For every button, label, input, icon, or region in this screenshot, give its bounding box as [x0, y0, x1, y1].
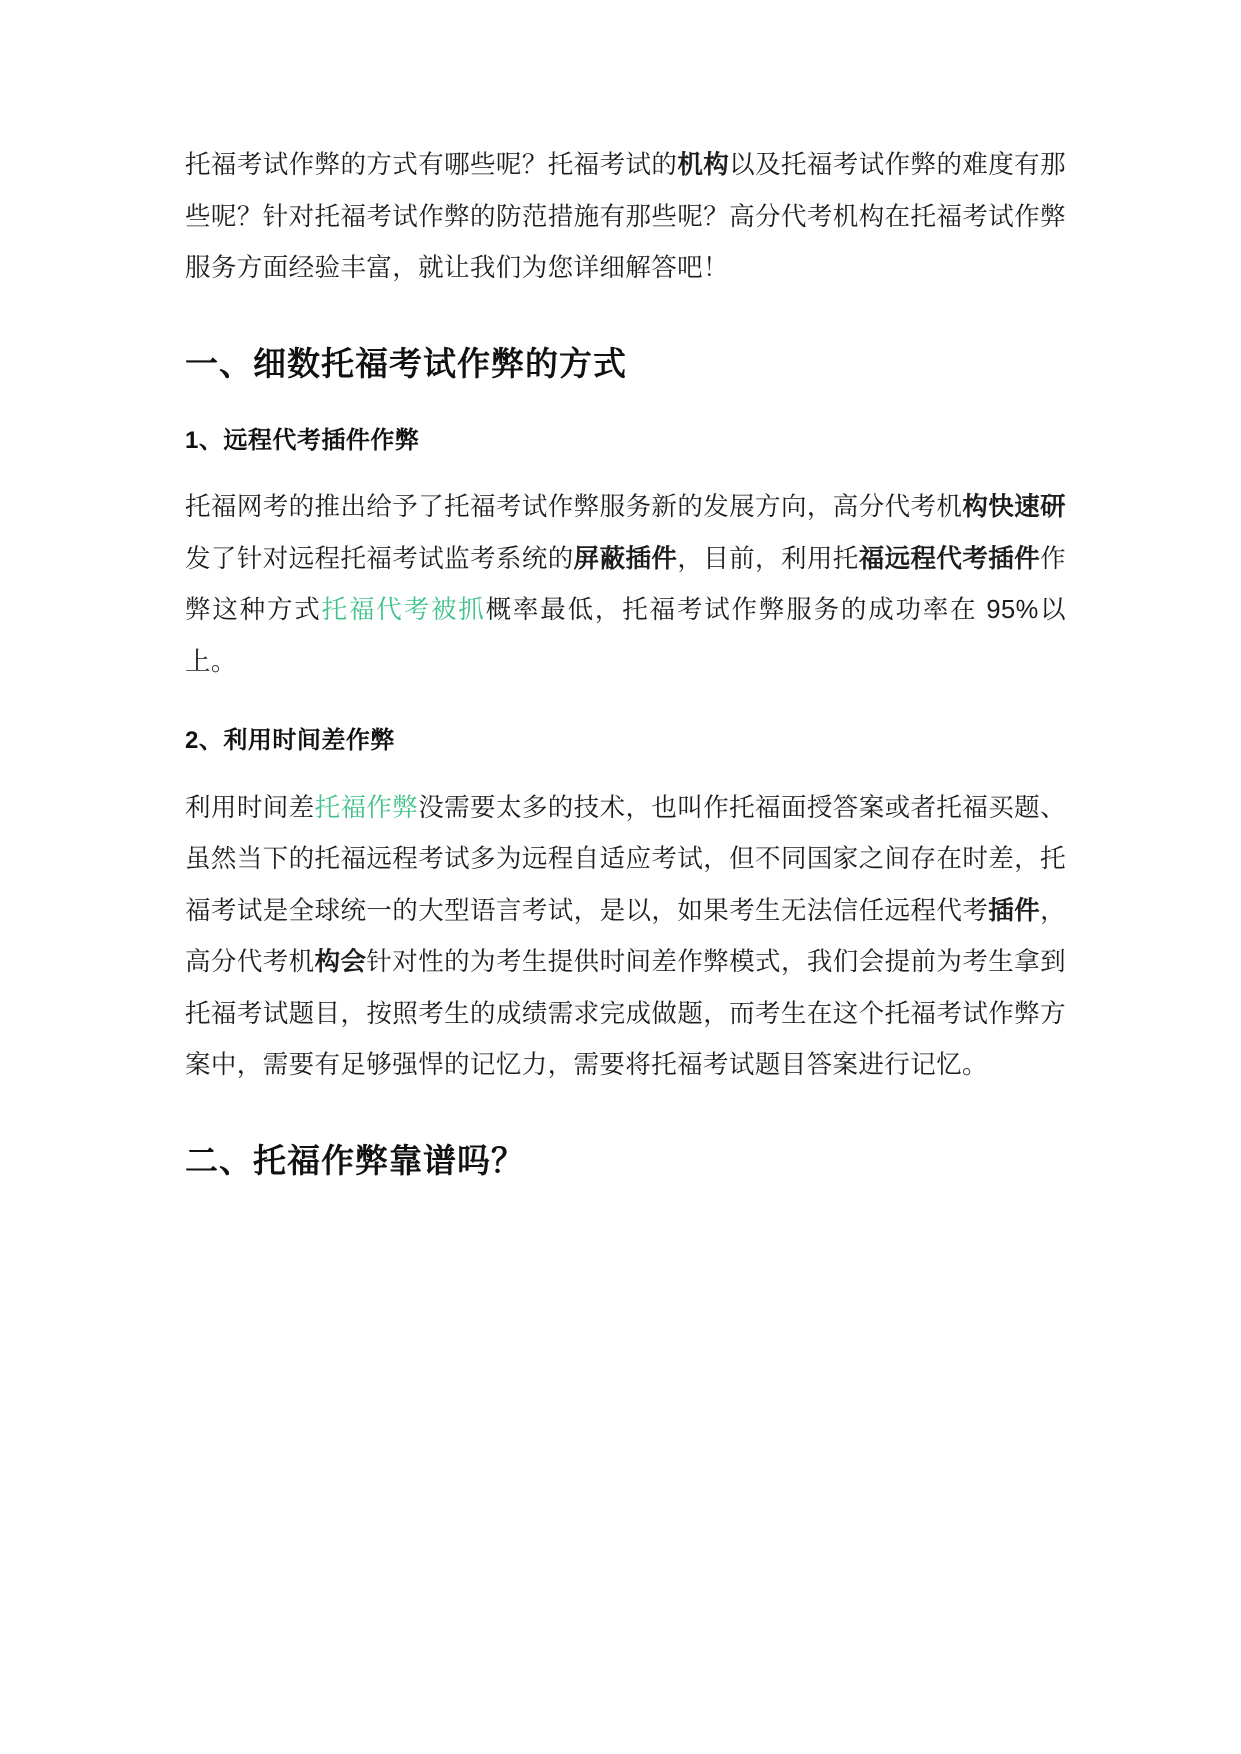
intro-segment-3: 以及托福考试作弊的难度有那些呢？针对托福考试作弊的防范措施有那些呢？高分代考机构在托福考试作弊服务方面经验丰富，就让我们为您详细解答吧！: [185, 151, 1066, 282]
p1-segment-6: 福远程代考插件: [858, 544, 1041, 573]
subsection-heading-1: 1、远程代考插件作弊: [185, 427, 420, 454]
p2-segment-7: 针对性的为考生提供时间差作弊模式，我们会提前为考生拿到托福考试题目，按照考生的成绩需求完成做题，而考生在这个托福考试作弊方案中，需要有足够强悍的记忆力，需要将托福考试题目答案进行记忆。: [185, 948, 1066, 1080]
p2-segment-3: 没需要太多的技术，也叫作托福面授答案或者托福买题、虽然当下的托福远程考试多为远程自适应考试，但不同国家之间存在时差，托福考试是全球统一的大型语言考试，是以，如果考生无法信任远程代考: [185, 793, 1066, 925]
intro-segment-1: 托福考试作弊的方式有哪些呢？托福考试的: [185, 151, 678, 179]
p2-highlight-link[interactable]: 托福作弊: [314, 793, 419, 822]
body-paragraph-1: [185, 482, 1066, 688]
p1-highlight-link[interactable]: 托福代考被抓: [321, 596, 486, 625]
body-paragraph-2: [185, 783, 1066, 1092]
p2-segment-1: 利用时间差: [185, 793, 315, 822]
section-heading-2: 二、托福作弊靠谱吗？: [185, 1141, 525, 1179]
p2-segment-4: 插件: [988, 896, 1041, 925]
subsection-heading-2: 2、利用时间差作弊: [185, 727, 395, 755]
section-heading-1: 一、细数托福考试作弊的方式: [185, 344, 627, 382]
p1-segment-9: 概率最低，托福考试作弊服务的成功率在 95%以上。: [185, 596, 1066, 676]
p2-segment-5: ，高分代考机: [185, 896, 1066, 977]
intro-paragraph: [185, 140, 1066, 295]
p1-segment-3: 发了针对远程托福考试监考系统的: [185, 544, 574, 573]
p1-segment-1: 托福网考的推出给予了托福考试作弊服务新的发展方向，高分代考机: [185, 493, 963, 522]
p1-segment-5: ，目前，利用托: [677, 544, 859, 573]
p1-segment-2: 构快速研: [962, 493, 1066, 522]
p1-segment-4: 屏蔽插件: [573, 544, 678, 573]
intro-segment-2: 机构: [677, 151, 730, 179]
p1-segment-7: 作弊这种方式: [185, 544, 1066, 625]
p2-segment-6: 构会: [314, 948, 367, 977]
